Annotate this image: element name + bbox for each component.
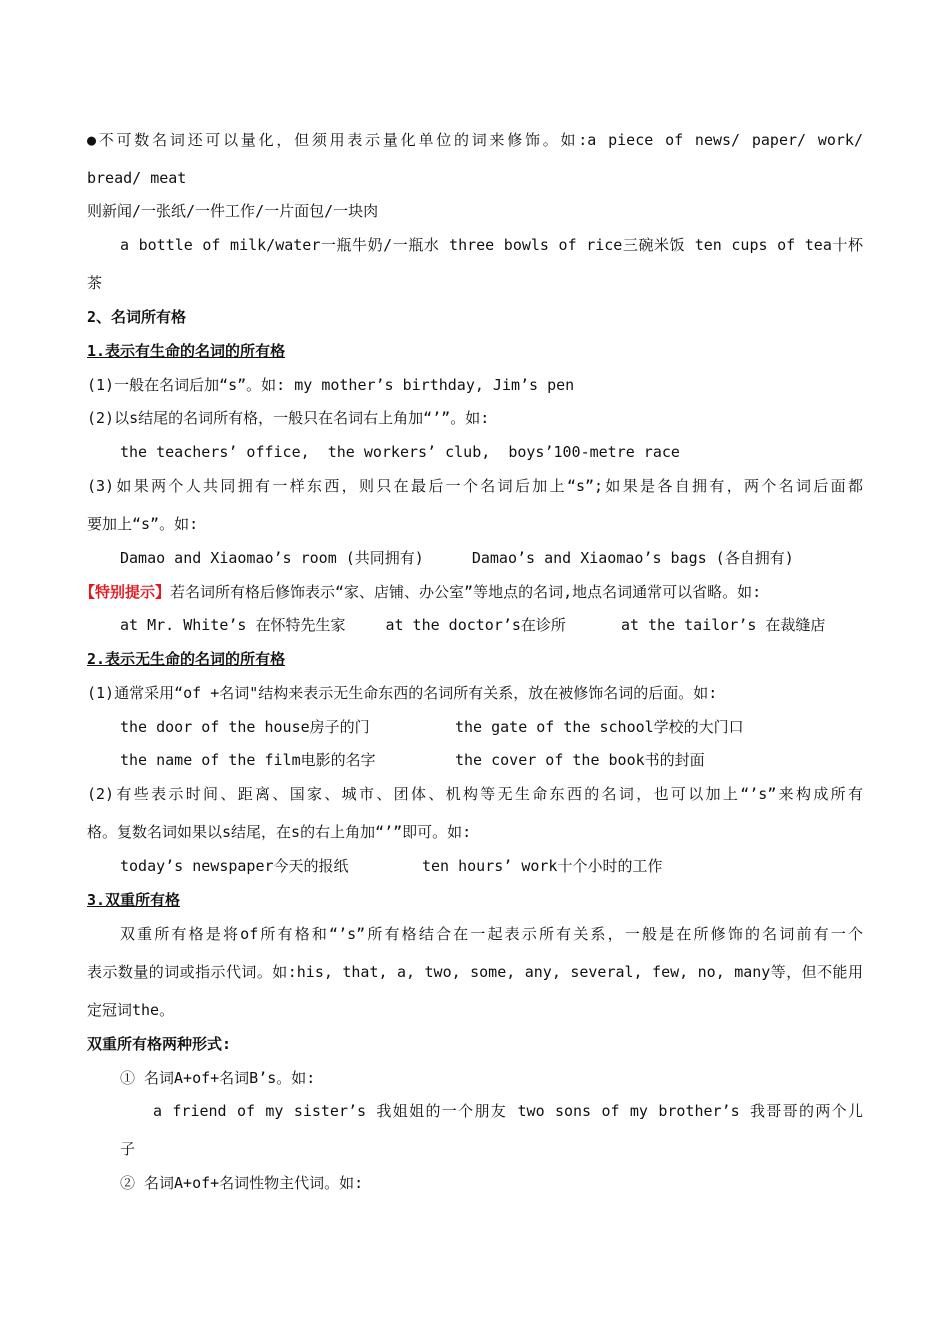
rule-line: (2)以s结尾的名词所有格，一般只在名词右上角加“’”。如: — [87, 409, 490, 427]
rule-line: (1)通常采用“of +名词"结构来表示无生命东西的名词所有关系，放在被修饰名词的后面。如: — [87, 684, 718, 702]
example-line — [0, 750, 950, 770]
example-item: ten hours’ work十个小时的工作 — [422, 857, 663, 875]
text-line: 子 — [120, 1140, 136, 1158]
form-two: ② 名词A+of+名词性物主代词。如: — [120, 1174, 364, 1192]
subsection-heading-text: 2.表示无生命的名词的所有格 — [87, 650, 286, 668]
example-item: at Mr. White’s 在怀特先生家 — [120, 616, 346, 634]
example-line: a friend of my sister’s 我姐姐的一个朋友 two sons of my brother’s 我哥哥的两个儿 — [153, 1102, 863, 1120]
example-joint: Damao and Xiaomao’s room (共同拥有) — [120, 549, 424, 567]
text-line: bread/ meat — [87, 169, 187, 187]
subsection-heading-text: 1.表示有生命的名词的所有格 — [87, 342, 286, 360]
special-tip-text: 若名词所有格后修饰表示“家、店铺、办公室”等地点的名词,地点名词通常可以省略。如: — [170, 583, 762, 601]
form-one: ① 名词A+of+名词B’s。如: — [120, 1069, 316, 1087]
example-item: at the tailor’s 在裁缝店 — [620, 616, 826, 634]
rule-line: 格。复数名词如果以s结尾，在s的右上角加“’”即可。如: — [87, 823, 472, 841]
subsection-heading-text: 3.双重所有格 — [87, 891, 181, 909]
example-item: at the doctor’s在诊所 — [385, 616, 566, 634]
rule-line: (1)一般在名词后加“s”。如: my mother’s birthday, Jim’s pen — [87, 376, 575, 394]
uncountable-quantify-line: ●不可数名词还可以量化，但须用表示量化单位的词来修饰。如:a piece of news/ paper/ work/ — [87, 131, 863, 149]
example-item: the door of the house房子的门 — [120, 718, 370, 736]
rule-line: (3)如果两个人共同拥有一样东西，则只在最后一个名词后加上“s”;如果是各自拥有，两个名词后面都 — [87, 477, 863, 495]
paragraph-line: 表示数量的词或指示代词。如:his, that, a, two, some, any, several, few, no, many等，但不能用 — [87, 963, 863, 981]
example-line: a bottle of milk/water一瓶牛奶/一瓶水 three bowls of rice三碗米饭 ten cups of tea十杯 — [120, 236, 863, 254]
example-separate: Damao’s and Xiaomao’s bags (各自拥有) — [471, 549, 794, 567]
example-line — [0, 717, 950, 737]
subsection-heading — [0, 341, 950, 361]
example-line — [0, 615, 950, 635]
special-tip-label: 【特别提示】 — [80, 583, 171, 601]
example-item: today’s newspaper今天的报纸 — [120, 857, 349, 875]
paragraph-line: 双重所有格是将of所有格和“’s”所有格结合在一起表示所有关系，一般是在所修饰的名词前有一个 — [120, 925, 863, 943]
example-item: the gate of the school学校的大门口 — [455, 718, 744, 736]
text-line: 则新闻/一张纸/一件工作/一片面包/一块肉 — [87, 202, 379, 220]
paragraph-line: 定冠词the。 — [87, 1001, 175, 1019]
section-heading: 2、名词所有格 — [87, 308, 187, 326]
forms-heading: 双重所有格两种形式: — [87, 1035, 232, 1053]
rule-line: 要加上“s”。如: — [87, 515, 199, 533]
subsection-heading — [0, 649, 950, 669]
example-line: the teachers’ office, the workers’ club, boys’100-metre race — [120, 443, 680, 461]
example-line — [0, 548, 950, 568]
rule-line: (2)有些表示时间、距离、国家、城市、团体、机构等无生命东西的名词，也可以加上“’s”来构成所有 — [87, 785, 863, 803]
special-tip-line — [0, 582, 950, 602]
example-item: the cover of the book书的封面 — [455, 751, 705, 769]
text-line: 茶 — [87, 274, 103, 292]
example-item: the name of the film电影的名字 — [120, 751, 376, 769]
example-line — [0, 856, 950, 876]
subsection-heading — [0, 890, 950, 910]
